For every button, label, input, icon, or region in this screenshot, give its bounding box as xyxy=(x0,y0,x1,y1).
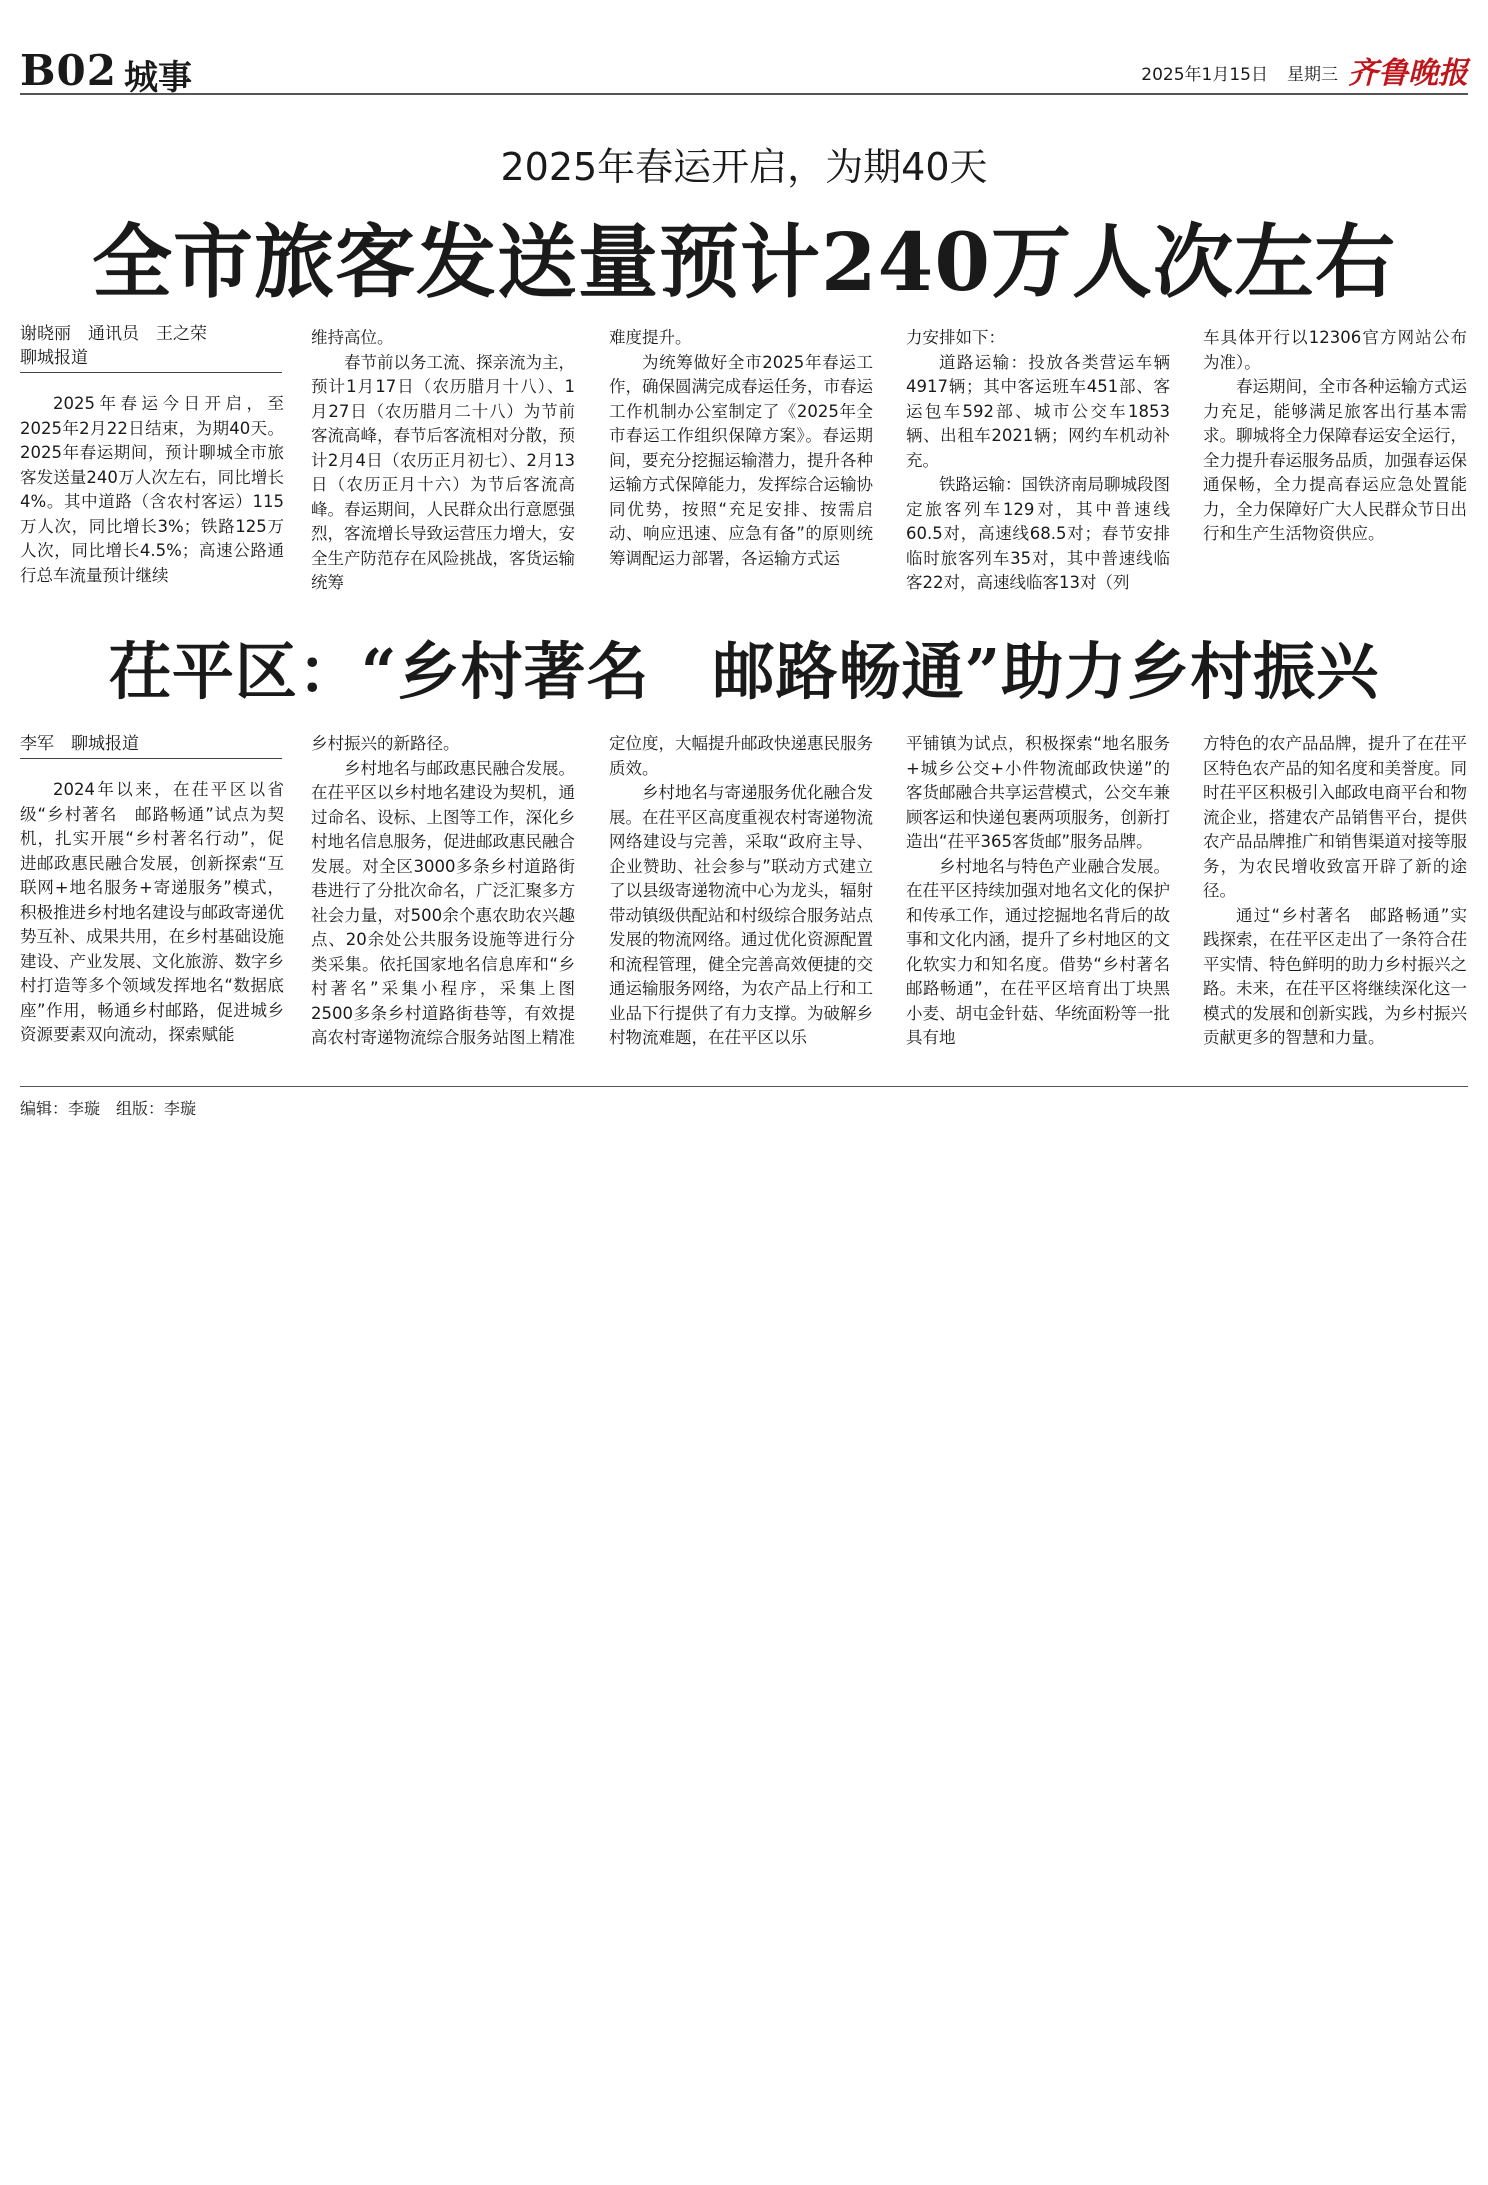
article2-headline: 茌平区：“乡村著名 邮路畅通”助力乡村振兴 xyxy=(108,635,1380,708)
article1-subtitle: 2025年春运开启，为期40天 xyxy=(500,145,988,189)
article2-paragraph: 方特色的农产品品牌，提升了在茌平区特色农产品的知名度和美誉度。同时茌平区积极引入邮政电商平台和物流企业，搭建农产品销售平台，提供农产品品牌推广和销售渠道对接等服务，为农民增收致富开辟了新的途径。 xyxy=(1203,734,1467,900)
article2-byline xyxy=(20,732,139,756)
article1-paragraph: 难度提升。 xyxy=(609,328,692,347)
article2-paragraph: 2024年以来，在茌平区以省级“乡村著名 邮路畅通”试点为契机，扎实开展“乡村著名行动”，促进邮政惠民融合发展，创新探索“互联网+地名服务+寄递服务”模式，积极推进乡村地名建设与邮政寄递优势互补、成果共用，在乡村基础设施建设、产业发展、文化旅游、数字乡村打造等多个领域发挥地名“数据底座”作用，畅通乡村邮路，促进城乡资源要素双向流动，探索赋能 xyxy=(20,780,284,1044)
article2-byline-rule xyxy=(20,758,282,759)
article1-paragraph: 维持高位。 xyxy=(311,328,394,347)
footer-rule xyxy=(20,1086,1468,1087)
article1-paragraph: 力安排如下： xyxy=(906,328,1005,347)
issue-date: 2025年1月15日 xyxy=(1141,65,1268,85)
page-code: B02 xyxy=(20,46,117,95)
article2-paragraph: 平铺镇为试点，积极探索“地名服务+城乡公交+小件物流邮政快递”的客货邮融合共享运营模式，公交车兼顾客运和快递包裹两项服务，创新打造出“茌平365客货邮”服务品牌。 xyxy=(906,734,1170,851)
article2-column-5 xyxy=(1203,732,1467,1051)
article2-paragraph: 定位度，大幅提升邮政快递惠民服务质效。 xyxy=(609,734,873,778)
article2-byline-authors: 李军 聊城报道 xyxy=(20,734,139,754)
masthead-rule xyxy=(20,93,1468,95)
article1-paragraph: 2025年春运今日开启，至2025年2月22日结束，为期40天。2025年春运期间，预计聊城全市旅客发送量240万人次左右，同比增长4%。其中道路（含农村客运）115万人次，同比增长3%；铁路125万人次，同比增长4.5%；高速公路通行总车流量预计继续 xyxy=(20,394,284,585)
article1-column-4 xyxy=(906,326,1170,596)
article2-column-4 xyxy=(906,732,1187,1051)
issue-weekday: 星期三 xyxy=(1287,65,1338,85)
article1-paragraph: 为统筹做好全市2025年春运工作，确保圆满完成春运任务，市春运工作机制办公室制定了《2025年全市春运工作组织保障方案》。春运期间，要充分挖掘运输潜力，提升各种运输方式保障能力，发挥综合运输协同优势，按照“充足安排、按需启动、响应迅速、应急有备”的原则统筹调配运力部署，各运输方式运 xyxy=(609,352,873,568)
article1-column-2 xyxy=(311,326,575,596)
article1-byline-rule xyxy=(20,372,282,373)
article1-column-1 xyxy=(20,392,284,588)
article2-column-1 xyxy=(20,778,284,1048)
article1-column-3 xyxy=(609,326,873,571)
article2-paragraph: 乡村地名与特色产业融合发展。在茌平区持续加强对地名文化的保护和传承工作，通过挖掘地名背后的故事和文化内涵，提升了乡村地区的文化软实力和知名度。借势“乡村著名 邮路畅通”，在茌平区培育出丁块黑小麦、胡屯金针菇、华统面粉等一批具有地 xyxy=(906,856,1187,1047)
article2-paragraph: 乡村地名与邮政惠民融合发展。在茌平区以乡村地名建设为契机，通过命名、设标、上图等工作，深化乡村地名信息服务，促进邮政惠民融合发展。对全区3000多条乡村道路街巷进行了分批次命名，广泛汇聚多方社会力量，对500余个惠农助农兴趣点、20余处公共服务设施等进行分类采集。依托国家地名信息库和“乡村著名”采集小程序，采集上图2500多条乡村道路街巷等，有效提高农村寄递物流综合服务站图上精准 xyxy=(311,758,575,1047)
article1-byline xyxy=(20,322,207,370)
article2-column-2 xyxy=(311,732,575,1051)
article2-paragraph: 通过“乡村著名 邮路畅通”实践探索，在茌平区走出了一条符合茌平实情、特色鲜明的助力乡村振兴之路。未来，在茌平区将继续深化这一模式的发展和创新实践，为乡村振兴贡献更多的智慧和力量。 xyxy=(1203,905,1467,1047)
editor-credits: 编辑：李璇 组版：李璇 xyxy=(20,1099,197,1118)
article1-headline: 全市旅客发送量预计240万人次左右 xyxy=(92,215,1396,309)
article1-paragraph: 车具体开行以12306官方网站公布为准）。 xyxy=(1203,328,1467,372)
article1-paragraph: 春运期间，全市各种运输方式运力充足，能够满足旅客出行基本需求。聊城将全力保障春运安全运行，全力提升春运服务品质，加强春运保通保畅，全力提高春运应急处置能力，全力保障好广大人民群众节日出行和生产生活物资供应。 xyxy=(1203,377,1467,543)
article1-column-5 xyxy=(1203,326,1467,547)
article1-paragraph: 春节前以务工流、探亲流为主，预计1月17日（农历腊月十八）、1月27日（农历腊月二十八）为节前客流高峰，春节后客流相对分散，预计2月4日（农历正月初七）、2月13日（农历正月十六）为节后客流高峰。春运期间，人民群众出行意愿强烈，客流增长导致运营压力增大，安全生产防范存在风险挑战，客货运输统筹 xyxy=(311,352,575,592)
article2-paragraph: 乡村振兴的新路径。 xyxy=(311,734,460,753)
article1-paragraph: 道路运输：投放各类营运车辆4917辆；其中客运班车451部、客运包车592部、城市公交车1853辆、出租车2021辆；网约车机动补充。 xyxy=(906,352,1170,470)
article2-column-3 xyxy=(609,732,873,1051)
article1-byline-location: 聊城报道 xyxy=(20,348,88,368)
newspaper-logo: 齐鲁晚报 xyxy=(1348,56,1468,91)
section-name: 城事 xyxy=(124,58,192,98)
article2-paragraph: 乡村地名与寄递服务优化融合发展。在茌平区高度重视农村寄递物流网络建设与完善，采取“政府主导、企业赞助、社会参与”联动方式建立了以县级寄递物流中心为龙头，辐射带动镇级供配站和村级综合服务站点发展的物流网络。通过优化资源配置和流程管理，健全完善高效便捷的交通运输服务网络，为农产品上行和工业品下行提供了有力支撑。为破解乡村物流难题，在茌平区以乐 xyxy=(609,783,873,1047)
masthead xyxy=(20,40,1468,98)
article1-byline-authors: 谢晓丽 通讯员 王之荣 xyxy=(20,324,207,344)
article1-paragraph: 铁路运输：国铁济南局聊城段图定旅客列车129对，其中普速线60.5对，高速线68.5对；春节安排临时旅客列车35对，其中普速线临客22对，高速线临客13对（列 xyxy=(906,475,1170,592)
